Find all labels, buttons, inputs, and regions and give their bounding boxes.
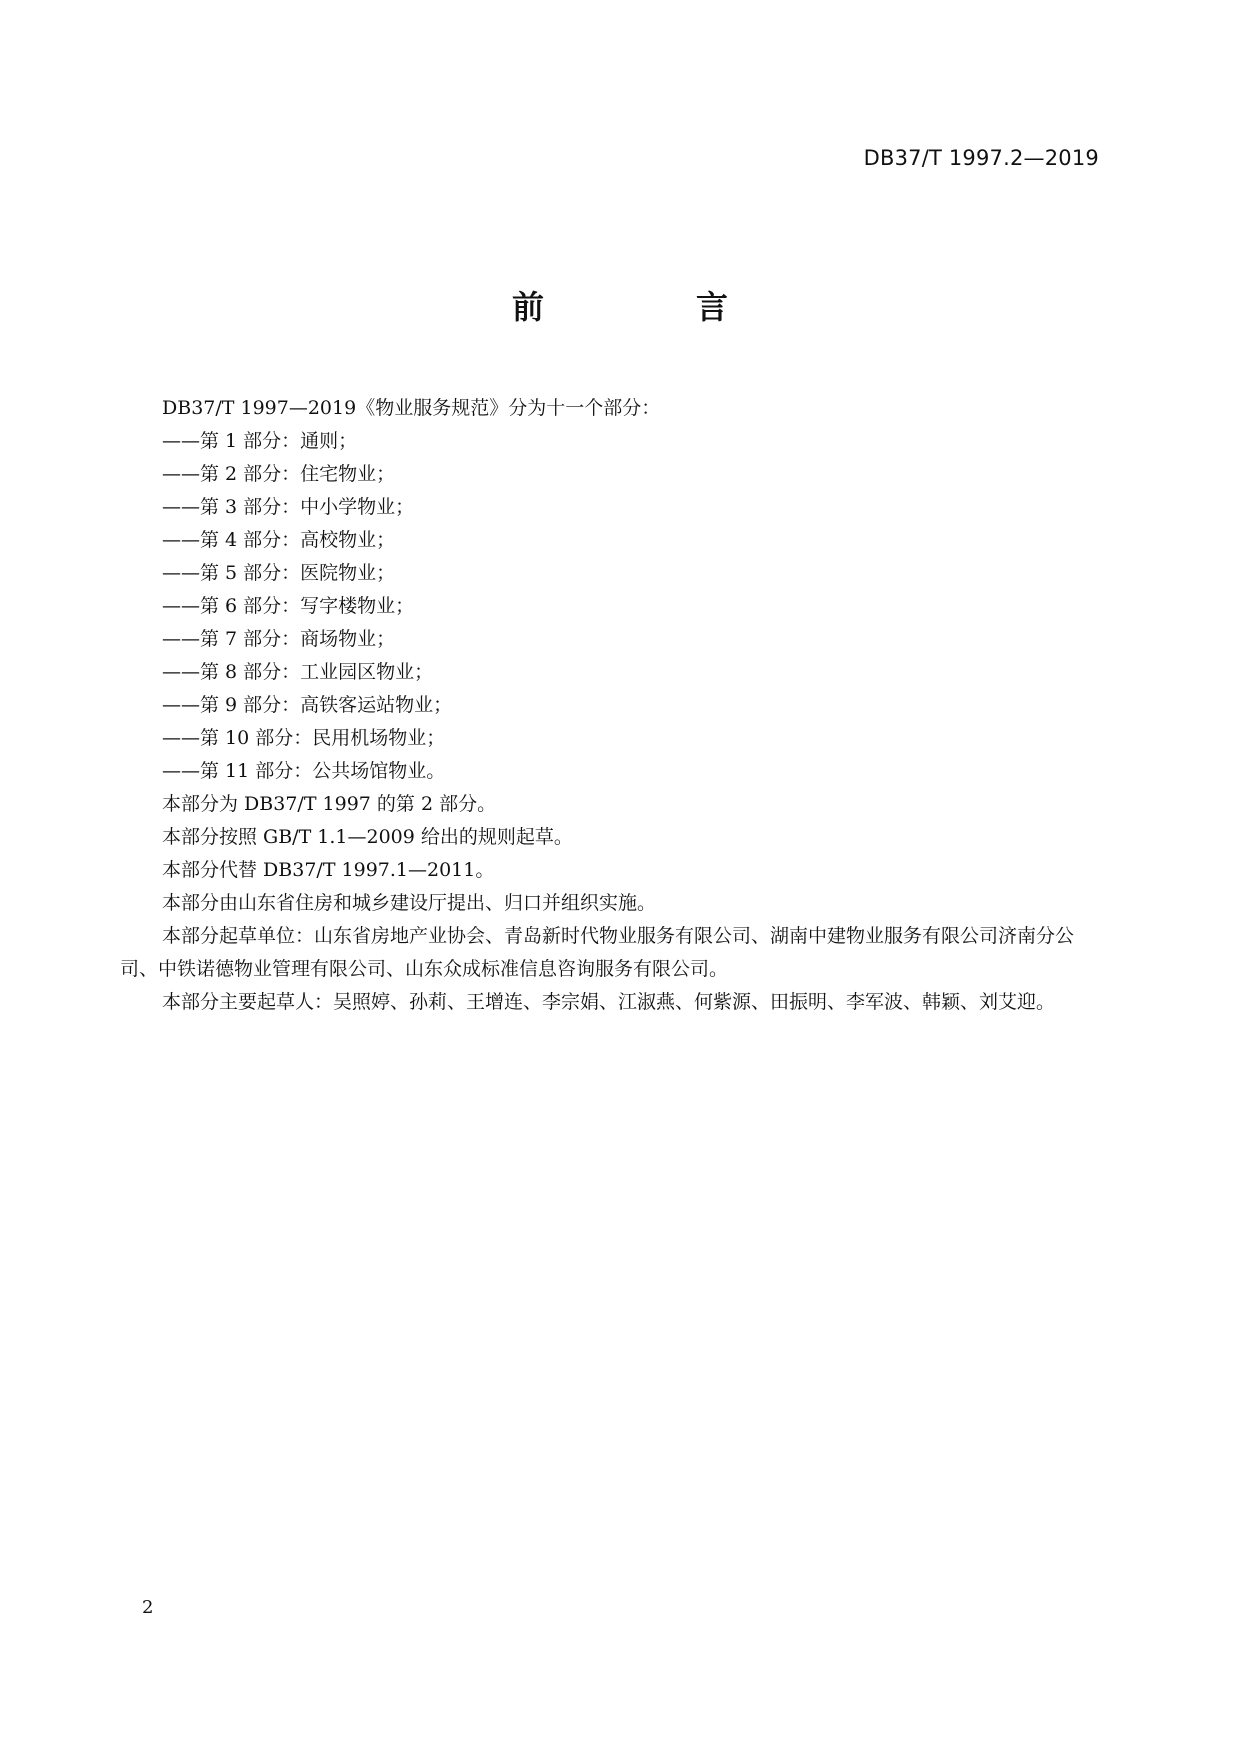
list-item: ——第 8 部分：工业园区物业； <box>162 661 434 683</box>
parts-list <box>120 425 1100 788</box>
foreword-body <box>120 392 1100 1019</box>
list-item: ——第 2 部分：住宅物业； <box>162 463 396 485</box>
paragraph-proposer: 本部分由山东省住房和城乡建设厅提出、归口并组织实施。 <box>162 892 657 914</box>
list-item: ——第 7 部分：商场物业； <box>162 628 396 650</box>
intro-paragraph: DB37/T 1997—2019《物业服务规范》分为十一个部分： <box>162 397 661 419</box>
standard-code: DB37/T 1997.2—2019 <box>863 146 1099 170</box>
page-number: 2 <box>142 1597 154 1618</box>
paragraph-drafting-rules: 本部分按照 GB/T 1.1—2009 给出的规则起草。 <box>162 826 573 848</box>
list-item: ——第 1 部分：通则； <box>162 430 358 452</box>
paragraph-drafters: 本部分主要起草人：吴照婷、孙莉、王增连、李宗娟、江淑燕、何紫源、田振明、李军波、韩颖、刘艾迎。 <box>162 991 1056 1013</box>
list-item: ——第 6 部分：写字楼物业； <box>162 595 415 617</box>
list-item: ——第 11 部分：公共场馆物业。 <box>162 760 446 782</box>
page-title: 前 言 <box>511 288 788 326</box>
paragraph-replaces: 本部分代替 DB37/T 1997.1—2011。 <box>162 859 495 881</box>
list-item: ——第 4 部分：高校物业； <box>162 529 396 551</box>
list-item: ——第 5 部分：医院物业； <box>162 562 396 584</box>
list-item: ——第 10 部分：民用机场物业； <box>162 727 446 749</box>
paragraph-drafting-units: 本部分起草单位：山东省房地产业协会、青岛新时代物业服务有限公司、湖南中建物业服务有限公司济南分公司、中铁诺德物业管理有限公司、山东众成标准信息咨询服务有限公司。 <box>120 925 1075 980</box>
list-item: ——第 9 部分：高铁客运站物业； <box>162 694 453 716</box>
list-item: ——第 3 部分：中小学物业； <box>162 496 415 518</box>
paragraph-part-statement: 本部分为 DB37/T 1997 的第 2 部分。 <box>162 793 497 815</box>
